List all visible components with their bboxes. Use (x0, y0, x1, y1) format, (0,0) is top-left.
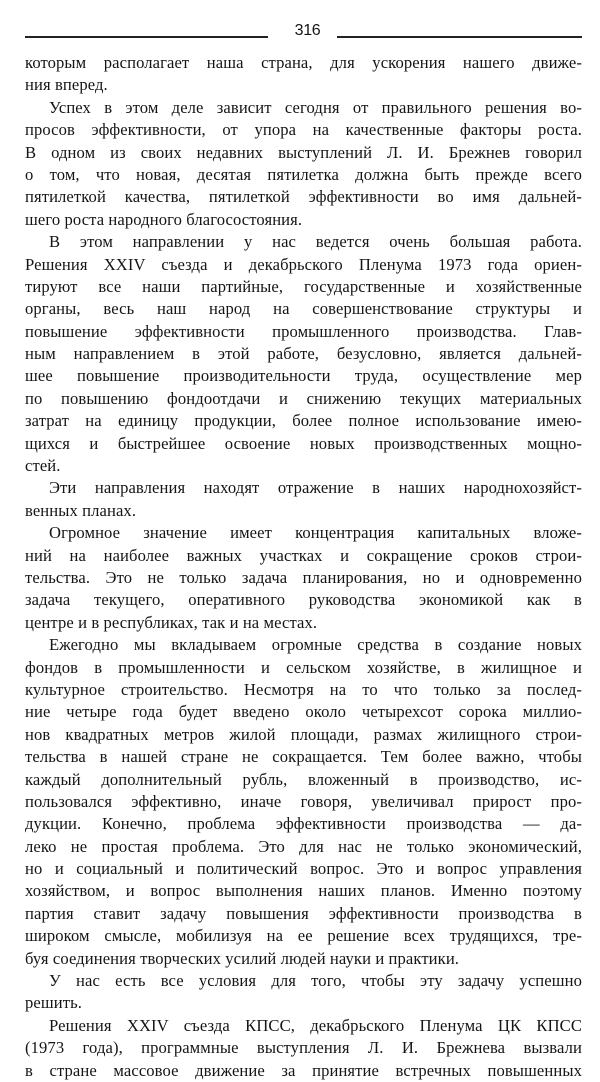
text-line: тельства в нашей стране не сокращается. Тем более важно, чтобы (25, 747, 582, 767)
text-line: но и социальный и политический вопрос. Это и вопрос управления (25, 859, 582, 879)
text-line: щихся и быстрейшее освоение новых производственных мощно- (25, 433, 582, 453)
text-line: культурное строительство. Несмотря на то что только за послед- (25, 679, 582, 699)
text-line: ние четыре года будет введено около четырехсот сорока миллио- (25, 702, 582, 722)
text-line: дукции. Конечно, проблема эффективности производства — да- (25, 814, 582, 834)
text-line: стей. (25, 456, 61, 476)
text-line: тельства. Это не только задача планирования, но и одновременно (25, 567, 582, 587)
text-line: Огромное значение имеет концентрация капитальных вложе- (49, 523, 582, 543)
text-line: венных планах. (25, 500, 137, 520)
page-header (25, 22, 582, 46)
text-line: шего роста народного благосостояния. (25, 209, 303, 229)
text-line: затрат на единицу продукции, более полное использование имею- (25, 411, 582, 431)
header-rule-left (25, 36, 268, 38)
text-line: тируют все наши партийные, государственные и хозяйственные (25, 276, 582, 296)
text-line: повышение эффективности промышленного производства. Глав- (25, 321, 582, 341)
text-line: ния вперед. (25, 75, 108, 95)
text-line: пятилеткой качества, пятилеткой эффективности во имя дальней- (25, 187, 582, 207)
text-line: Решения XXIV съезда КПСС, декабрьского Пленума ЦК КПСС (49, 1015, 582, 1035)
text-line: хозяйством, и вопрос выполнения наших планов. Именно поэтому (25, 881, 582, 901)
text-line: нов квадратных метров жилой площади, размах жилищного строи- (25, 724, 582, 744)
text-line: Успех в этом деле зависит сегодня от правильного решения во- (49, 97, 582, 117)
text-line: ным направлением в этой работе, безусловно, является дальней- (25, 344, 582, 364)
page-number: 316 (294, 22, 321, 39)
text-line: (1973 года), программные выступления Л. И. Брежнева вызвали (25, 1038, 582, 1058)
text-line: решить. (25, 993, 82, 1013)
text-line: У нас есть все условия для того, чтобы эту задачу успешно (49, 971, 582, 991)
text-line: партия ставит задачу повышения эффективности производства в (25, 903, 582, 923)
text-line: по повышению фондоотдачи и снижению текущих материальных (25, 388, 582, 408)
text-line: центре и в республиках, так и на местах. (25, 612, 318, 632)
text-line: В одном из своих недавних выступлений Л. И. Брежнев говорил (25, 142, 582, 162)
text-line: В этом направлении у нас ведется очень большая работа. (49, 232, 582, 252)
text-line: Решения XXIV съезда и декабрьского Пленума 1973 года ориен- (25, 254, 582, 274)
text-line: каждый дополнительный рубль, вложенный в производство, ис- (25, 769, 582, 789)
text-line: просов эффективности, от упора на качественные факторы роста. (25, 120, 582, 140)
text-line: органы, весь наш народ на совершенствование структуры и (25, 299, 582, 319)
text-line: пользовался эффективно, иначе говоря, увеличивал прирост про- (25, 791, 582, 811)
text-line: задача текущего, оперативного руководства экономикой как в (25, 590, 582, 610)
text-line: которым располагает наша страна, для ускорения нашего движе- (25, 53, 582, 72)
text-line: Ежегодно мы вкладываем огромные средства в создание новых (49, 635, 582, 655)
text-line: о том, что новая, десятая пятилетка должна быть прежде всего (25, 164, 582, 184)
text-line: ний на наиболее важных участках и сокращение сроков строи- (25, 545, 582, 565)
text-line: широком смысле, мобилизуя на ее решение всех трудящихся, тре- (25, 926, 582, 946)
text-line: Эти направления находят отражение в наших народнохозяйст- (49, 478, 582, 498)
text-line: леко не простая проблема. Это для нас не только экономический, (25, 836, 582, 856)
body-text (25, 52, 582, 1082)
text-line: фондов в промышленности и сельском хозяйстве, в жилищное и (25, 657, 582, 677)
text-line: шее повышение производительности труда, осуществление мер (25, 366, 582, 386)
text-line: буя соединения творческих усилий людей науки и практики. (25, 948, 460, 968)
text-line: в стране массовое движение за принятие встречных повышенных (25, 1060, 582, 1080)
header-rule-right (337, 36, 582, 38)
